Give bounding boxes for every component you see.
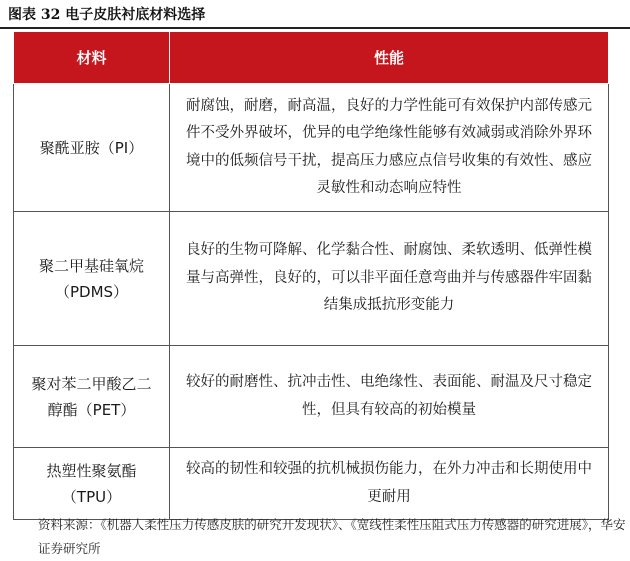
property-cell: 较高的韧性和较强的抗机械损伤能力，在外力冲击和长期使用中更耐用 (170, 448, 609, 520)
table-row (14, 212, 609, 346)
material-cell (14, 448, 170, 520)
material-cell (14, 212, 170, 346)
materials-table (13, 31, 609, 520)
material-name: 聚对苯二甲酸乙二 (31, 374, 152, 393)
table-row (14, 84, 609, 212)
table-row (14, 346, 609, 448)
source-note: 资料来源：《机器人柔性压力传感皮肤的研究开发现状》、《宽线性柔性压阻式压力传感器的研究进展》，华安证券研究所 (38, 517, 626, 556)
header-material: 材料 (14, 32, 170, 84)
table-header-row (14, 32, 609, 84)
material-cell (14, 346, 170, 448)
material-abbr: （TPU） (61, 487, 122, 506)
material-cell (14, 84, 170, 212)
material-name: 热塑性聚氨酯 (46, 461, 137, 480)
header-property: 性能 (170, 32, 609, 84)
property-cell: 耐腐蚀，耐磨，耐高温，良好的力学性能可有效保护内部传感元件不受外界破坏，优异的电学绝缘性能够有效减弱或消除外界环境中的低频信号干扰，提高压力感应点信号收集的有效性、感应灵敏性和动态响应特性 (170, 84, 609, 212)
table-row (14, 448, 609, 520)
material-abbr: 醇酯（PET） (47, 400, 136, 419)
title-rule (0, 27, 630, 29)
figure-title: 图表 32 电子皮肤衬底材料选择 (8, 7, 206, 23)
material-abbr: （PDMS） (54, 282, 129, 301)
property-cell: 良好的生物可降解、化学黏合性、耐腐蚀、柔软透明、低弹性模量与高弹性，良好的，可以非平面任意弯曲并与传感器件牢固黏结集成抵抗形变能力 (170, 212, 609, 346)
property-cell: 较好的耐磨性、抗冲击性、电绝缘性、表面能、耐温及尺寸稳定性，但具有较高的初始模量 (170, 346, 609, 448)
material-name: 聚酰亚胺（PI） (39, 138, 144, 157)
material-name: 聚二甲基硅氧烷 (38, 256, 144, 275)
